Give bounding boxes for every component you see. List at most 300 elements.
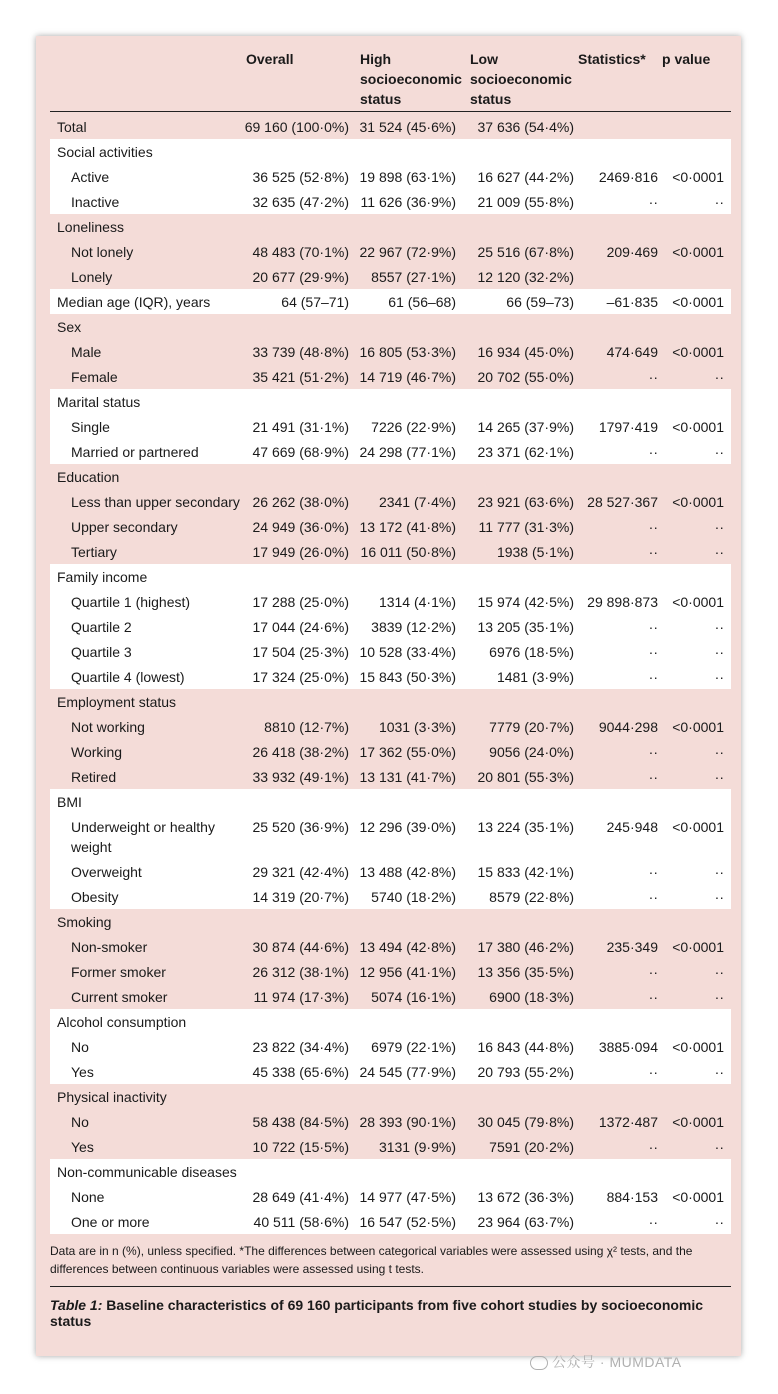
cell-high: 13 494 (42·8%) [359,939,456,955]
cell-stat [574,467,660,487]
table-row [50,664,731,689]
cell-overall: 17 949 (26·0%) [252,544,349,560]
table-row [50,389,731,414]
cell-p: ·· [714,519,724,535]
row-label: Inactive [71,194,120,210]
row-label: BMI [57,794,82,810]
cell-stat: 29 898·873 [587,594,658,610]
cell-overall: 33 932 (49·1%) [252,769,349,785]
cell-low: 1481 (3·9%) [496,669,574,685]
cell-p: <0·0001 [672,419,724,435]
table-row [50,264,731,289]
cell-high: 5740 (18·2%) [371,889,456,905]
row-label: Quartile 4 (lowest) [71,669,185,685]
cell-stat: ·· [648,1139,658,1155]
row-label: Quartile 2 [71,619,132,635]
cell-stat: ·· [648,669,658,685]
cell-p: ·· [714,369,724,385]
cell-overall: 69 160 (100·0%) [244,119,349,135]
cell-low: 13 672 (36·3%) [477,1189,574,1205]
cell-low [466,1087,574,1107]
cell-stat [574,1162,660,1182]
caption-label: Table 1: [50,1297,103,1313]
table-footnote: Data are in n (%), unless specified. *The differences between categorical variables were assessed using χ² tests, and the differences between continuous variables were assessed using t tests. [50,1244,693,1276]
table-body [50,114,731,1234]
cell-overall: 14 319 (20·7%) [252,889,349,905]
cell-low: 15 833 (42·1%) [477,864,574,880]
cell-stat [574,692,660,712]
cell-high: 7226 (22·9%) [371,419,456,435]
cell-p [660,317,730,337]
cell-stat [574,1012,660,1032]
cell-stat: 3885·094 [598,1039,658,1055]
cell-high: 22 967 (72·9%) [359,244,456,260]
cell-high: 2341 (7·4%) [378,494,456,510]
table-row [50,289,731,314]
cell-stat: ·· [648,444,658,460]
cell-overall [240,392,356,412]
cell-overall: 26 312 (38·1%) [252,964,349,980]
cell-low: 25 516 (67·8%) [477,244,574,260]
row-label: One or more [71,1214,150,1230]
row-label: Upper secondary [71,519,178,535]
row-label: Underweight or healthy weight [71,819,215,855]
cell-p: ·· [714,1214,724,1230]
cell-high [356,912,466,932]
cell-high: 3131 (9·9%) [378,1139,456,1155]
row-label: Working [71,744,123,760]
cell-p: ·· [714,644,724,660]
table-row [50,189,731,214]
cell-p: ·· [714,769,724,785]
cell-stat: ·· [648,519,658,535]
cell-overall: 17 288 (25·0%) [252,594,349,610]
cell-overall [240,467,356,487]
cell-overall: 26 262 (38·0%) [252,494,349,510]
cell-low: 1938 (5·1%) [496,544,574,560]
table-row [50,239,731,264]
cell-high [356,467,466,487]
row-label: Less than upper secondary [71,494,240,510]
row-label: Employment status [57,694,177,710]
cell-overall: 36 525 (52·8%) [252,169,349,185]
header-statistics: Statistics* [578,51,646,67]
table-row [50,884,731,909]
cell-overall: 30 874 (44·6%) [252,939,349,955]
row-label: Total [57,119,87,135]
cell-low: 13 224 (35·1%) [477,819,574,835]
cell-high [356,1012,466,1032]
cell-high: 14 719 (46·7%) [359,369,456,385]
cell-p: ·· [714,194,724,210]
table-row [50,1059,731,1084]
cell-high: 1031 (3·3%) [378,719,456,735]
cell-low [466,1162,574,1182]
cell-high [356,567,466,587]
cell-low: 23 371 (62·1%) [477,444,574,460]
cell-p [660,567,730,587]
cell-overall [240,317,356,337]
table-row [50,514,731,539]
cell-overall: 17 504 (25·3%) [252,644,349,660]
cell-low [466,1012,574,1032]
table-row [50,614,731,639]
cell-high: 31 524 (45·6%) [359,119,456,135]
cell-high: 10 528 (33·4%) [359,644,456,660]
cell-overall: 48 483 (70·1%) [252,244,349,260]
row-label: Obesity [71,889,119,905]
row-label: Lonely [71,269,113,285]
cell-p [660,912,730,932]
cell-high: 24 298 (77·1%) [359,444,456,460]
cell-high: 16 805 (53·3%) [359,344,456,360]
cell-high: 16 011 (50·8%) [360,544,456,560]
cell-p [660,117,730,137]
cell-stat: 235·349 [606,939,658,955]
cell-p: ·· [714,619,724,635]
cell-low: 37 636 (54·4%) [477,119,574,135]
cell-high: 17 362 (55·0%) [359,744,456,760]
cell-stat: ·· [648,1214,658,1230]
table-row [50,214,731,239]
cell-high: 13 172 (41·8%) [359,519,456,535]
cell-high [356,1162,466,1182]
table-row [50,589,731,614]
cell-overall: 10 722 (15·5%) [252,1139,349,1155]
cell-stat [574,1087,660,1107]
cell-low: 13 205 (35·1%) [477,619,574,635]
cell-high: 14 977 (47·5%) [359,1189,456,1205]
table-row [50,1009,731,1034]
row-label: Married or partnered [71,444,199,460]
row-label: Male [71,344,102,360]
cell-stat: ·· [648,1064,658,1080]
cell-high [356,317,466,337]
cell-overall: 23 822 (34·4%) [252,1039,349,1055]
cell-high [356,142,466,162]
table-row [50,364,731,389]
cell-stat [574,392,660,412]
cell-high [356,392,466,412]
cell-high: 1314 (4·1%) [378,594,456,610]
cell-high [356,792,466,812]
cell-overall: 25 520 (36·9%) [252,819,349,835]
cell-overall: 28 649 (41·4%) [252,1189,349,1205]
cell-p [660,392,730,412]
cell-stat: ·· [648,619,658,635]
cell-high: 24 545 (77·9%) [359,1064,456,1080]
cell-overall: 33 739 (48·8%) [252,344,349,360]
table-header [50,36,731,112]
cell-p: ·· [714,669,724,685]
cell-p: ·· [714,964,724,980]
cell-stat: ·· [648,544,658,560]
cell-overall: 32 635 (47·2%) [252,194,349,210]
table-row [50,1134,731,1159]
watermark [530,1352,682,1372]
cell-high: 12 296 (39·0%) [359,819,456,835]
table-row [50,1084,731,1109]
table-row [50,164,731,189]
table-row [50,764,731,789]
cell-low: 6976 (18·5%) [489,644,574,660]
cell-stat: ·· [648,369,658,385]
cell-p: ·· [714,744,724,760]
cell-p: <0·0001 [672,819,724,835]
cell-high: 19 898 (63·1%) [359,169,456,185]
table-row [50,909,731,934]
cell-p: ·· [714,544,724,560]
cell-overall: 64 (57–71) [281,294,349,310]
cell-low: 12 120 (32·2%) [477,269,574,285]
row-label: Median age (IQR), years [57,294,211,310]
cell-high: 28 393 (90·1%) [359,1114,456,1130]
cell-low [466,792,574,812]
cell-high: 11 626 (36·9%) [360,194,456,210]
cell-p: <0·0001 [672,294,724,310]
cell-low: 23 964 (63·7%) [477,1214,574,1230]
row-label: Not lonely [71,244,134,260]
header-overall: Overall [246,51,294,67]
row-label: Physical inactivity [57,1089,167,1105]
watermark-text: 公众号 · MUMDATA [552,1354,682,1370]
cell-low [466,392,574,412]
cell-low: 16 843 (44·8%) [477,1039,574,1055]
cell-stat: ·· [648,769,658,785]
cell-stat: 245·948 [606,819,658,835]
cell-overall [240,217,356,237]
cell-p: <0·0001 [672,169,724,185]
cell-low: 8579 (22·8%) [489,889,574,905]
cell-p: ·· [714,864,724,880]
cell-stat [574,267,660,287]
cell-p [660,1162,730,1182]
table-row [50,139,731,164]
cell-stat: 9044·298 [598,719,658,735]
row-label: Female [71,369,118,385]
cell-p: ·· [714,444,724,460]
header-high-ses: High socioeconomic status [360,51,462,107]
cell-low [466,217,574,237]
cell-overall: 47 669 (68·9%) [252,444,349,460]
cell-overall [240,567,356,587]
row-label: Non-communicable diseases [57,1164,237,1180]
cell-low: 17 380 (46·2%) [477,939,574,955]
cell-overall: 8810 (12·7%) [264,719,349,735]
cell-p: ·· [714,1139,724,1155]
table-row [50,314,731,339]
cell-overall [240,1087,356,1107]
cell-overall [240,142,356,162]
cell-high [356,692,466,712]
row-label: Marital status [57,394,141,410]
cell-stat [574,792,660,812]
table-row [50,739,731,764]
cell-overall: 29 321 (42·4%) [252,864,349,880]
cell-stat [574,117,660,137]
cell-p: <0·0001 [672,494,724,510]
cell-high: 8557 (27·1%) [371,269,456,285]
cell-p: ·· [714,1064,724,1080]
cell-stat: 209·469 [606,244,658,260]
cell-stat: –61·835 [606,294,658,310]
cell-low: 13 356 (35·5%) [477,964,574,980]
table-row [50,1109,731,1134]
cell-p [660,1012,730,1032]
cell-low: 15 974 (42·5%) [477,594,574,610]
cell-stat: ·· [648,644,658,660]
row-label: Overweight [71,864,142,880]
cell-overall: 17 324 (25·0%) [252,669,349,685]
table-row [50,339,731,364]
row-label: None [71,1189,105,1205]
cell-stat: ·· [648,864,658,880]
table-row [50,984,731,1009]
table-row [50,1209,731,1234]
cell-stat: 474·649 [606,344,658,360]
table-row [50,1034,731,1059]
table-row [50,539,731,564]
cell-low: 11 777 (31·3%) [478,519,574,535]
row-label: Former smoker [71,964,166,980]
cell-p [660,1087,730,1107]
table-row [50,414,731,439]
table-row [50,489,731,514]
cell-low [466,567,574,587]
row-label: Alcohol consumption [57,1014,187,1030]
cell-low: 20 801 (55·3%) [477,769,574,785]
row-label: Loneliness [57,219,124,235]
cell-overall [240,1162,356,1182]
table-row [50,859,731,884]
row-label: No [71,1039,89,1055]
cell-overall: 24 949 (36·0%) [252,519,349,535]
table-row [50,714,731,739]
cell-overall: 40 511 (58·6%) [253,1214,349,1230]
table-row [50,639,731,664]
table-row [50,464,731,489]
cell-high [356,217,466,237]
cell-stat [574,142,660,162]
cell-p: ·· [714,889,724,905]
row-label: Yes [71,1139,94,1155]
cell-p: <0·0001 [672,344,724,360]
cell-overall: 58 438 (84·5%) [252,1114,349,1130]
header-blank [50,49,240,111]
row-label: Non-smoker [71,939,148,955]
cell-low [466,692,574,712]
row-label: Retired [71,769,117,785]
cell-p: <0·0001 [672,719,724,735]
table-row [50,689,731,714]
cell-p: <0·0001 [672,1039,724,1055]
cell-overall: 11 974 (17·3%) [253,989,349,1005]
cell-low [466,912,574,932]
cell-p: ·· [714,989,724,1005]
cell-p: <0·0001 [672,1189,724,1205]
table-row [50,1159,731,1184]
row-label: Yes [71,1064,94,1080]
cell-low: 66 (59–73) [506,294,574,310]
cell-low: 20 793 (55·2%) [477,1064,574,1080]
cell-stat: 2469·816 [598,169,658,185]
cell-low: 16 934 (45·0%) [477,344,574,360]
cell-high: 15 843 (50·3%) [359,669,456,685]
cell-stat [574,912,660,932]
cell-high: 12 956 (41·1%) [359,964,456,980]
cell-low: 9056 (24·0%) [489,744,574,760]
cell-overall [240,912,356,932]
cell-low: 21 009 (55·8%) [477,194,574,210]
cell-stat: ·· [648,964,658,980]
cell-low [466,467,574,487]
cell-stat [574,317,660,337]
cell-stat: 28 527·367 [587,494,658,510]
row-label: Single [71,419,110,435]
header-low-ses: Low socioeconomic status [470,51,572,107]
cell-low: 30 045 (79·8%) [477,1114,574,1130]
cell-low [466,317,574,337]
cell-overall: 35 421 (51·2%) [252,369,349,385]
row-label: Quartile 3 [71,644,132,660]
cell-p: <0·0001 [672,594,724,610]
table-row [50,959,731,984]
row-label: Family income [57,569,148,585]
cell-p [660,467,730,487]
table-row [50,114,731,139]
table-caption [50,1286,731,1329]
cell-stat: ·· [648,194,658,210]
caption-text: Baseline characteristics of 69 160 participants from five cohort studies by socioeconomic status [50,1297,704,1329]
wechat-icon [530,1356,548,1370]
table-panel [36,36,741,1356]
cell-p [660,142,730,162]
cell-p [660,792,730,812]
cell-overall: 17 044 (24·6%) [252,619,349,635]
cell-overall: 26 418 (38·2%) [252,744,349,760]
table-row [50,439,731,464]
cell-stat: ·· [648,889,658,905]
cell-stat: 1797·419 [598,419,658,435]
cell-high: 6979 (22·1%) [371,1039,456,1055]
cell-stat [574,217,660,237]
cell-stat: ·· [648,744,658,760]
cell-stat: 1372·487 [598,1114,658,1130]
cell-p: <0·0001 [672,244,724,260]
cell-high: 16 547 (52·5%) [359,1214,456,1230]
cell-stat: 884·153 [606,1189,658,1205]
cell-high: 5074 (16·1%) [371,989,456,1005]
cell-high: 61 (56–68) [388,294,456,310]
row-label: Quartile 1 (highest) [71,594,191,610]
cell-low [466,142,574,162]
cell-stat [574,567,660,587]
table-row [50,814,731,859]
header-p-value: p value [662,51,711,67]
table-row [50,789,731,814]
cell-stat: ·· [648,989,658,1005]
cell-low: 20 702 (55·0%) [477,369,574,385]
cell-overall: 21 491 (31·1%) [252,419,349,435]
row-label: Not working [71,719,145,735]
cell-high [356,1087,466,1107]
cell-overall: 45 338 (65·6%) [252,1064,349,1080]
row-label: Tertiary [71,544,117,560]
cell-high: 3839 (12·2%) [371,619,456,635]
cell-high: 13 131 (41·7%) [359,769,456,785]
cell-low: 23 921 (63·6%) [477,494,574,510]
cell-overall: 20 677 (29·9%) [252,269,349,285]
